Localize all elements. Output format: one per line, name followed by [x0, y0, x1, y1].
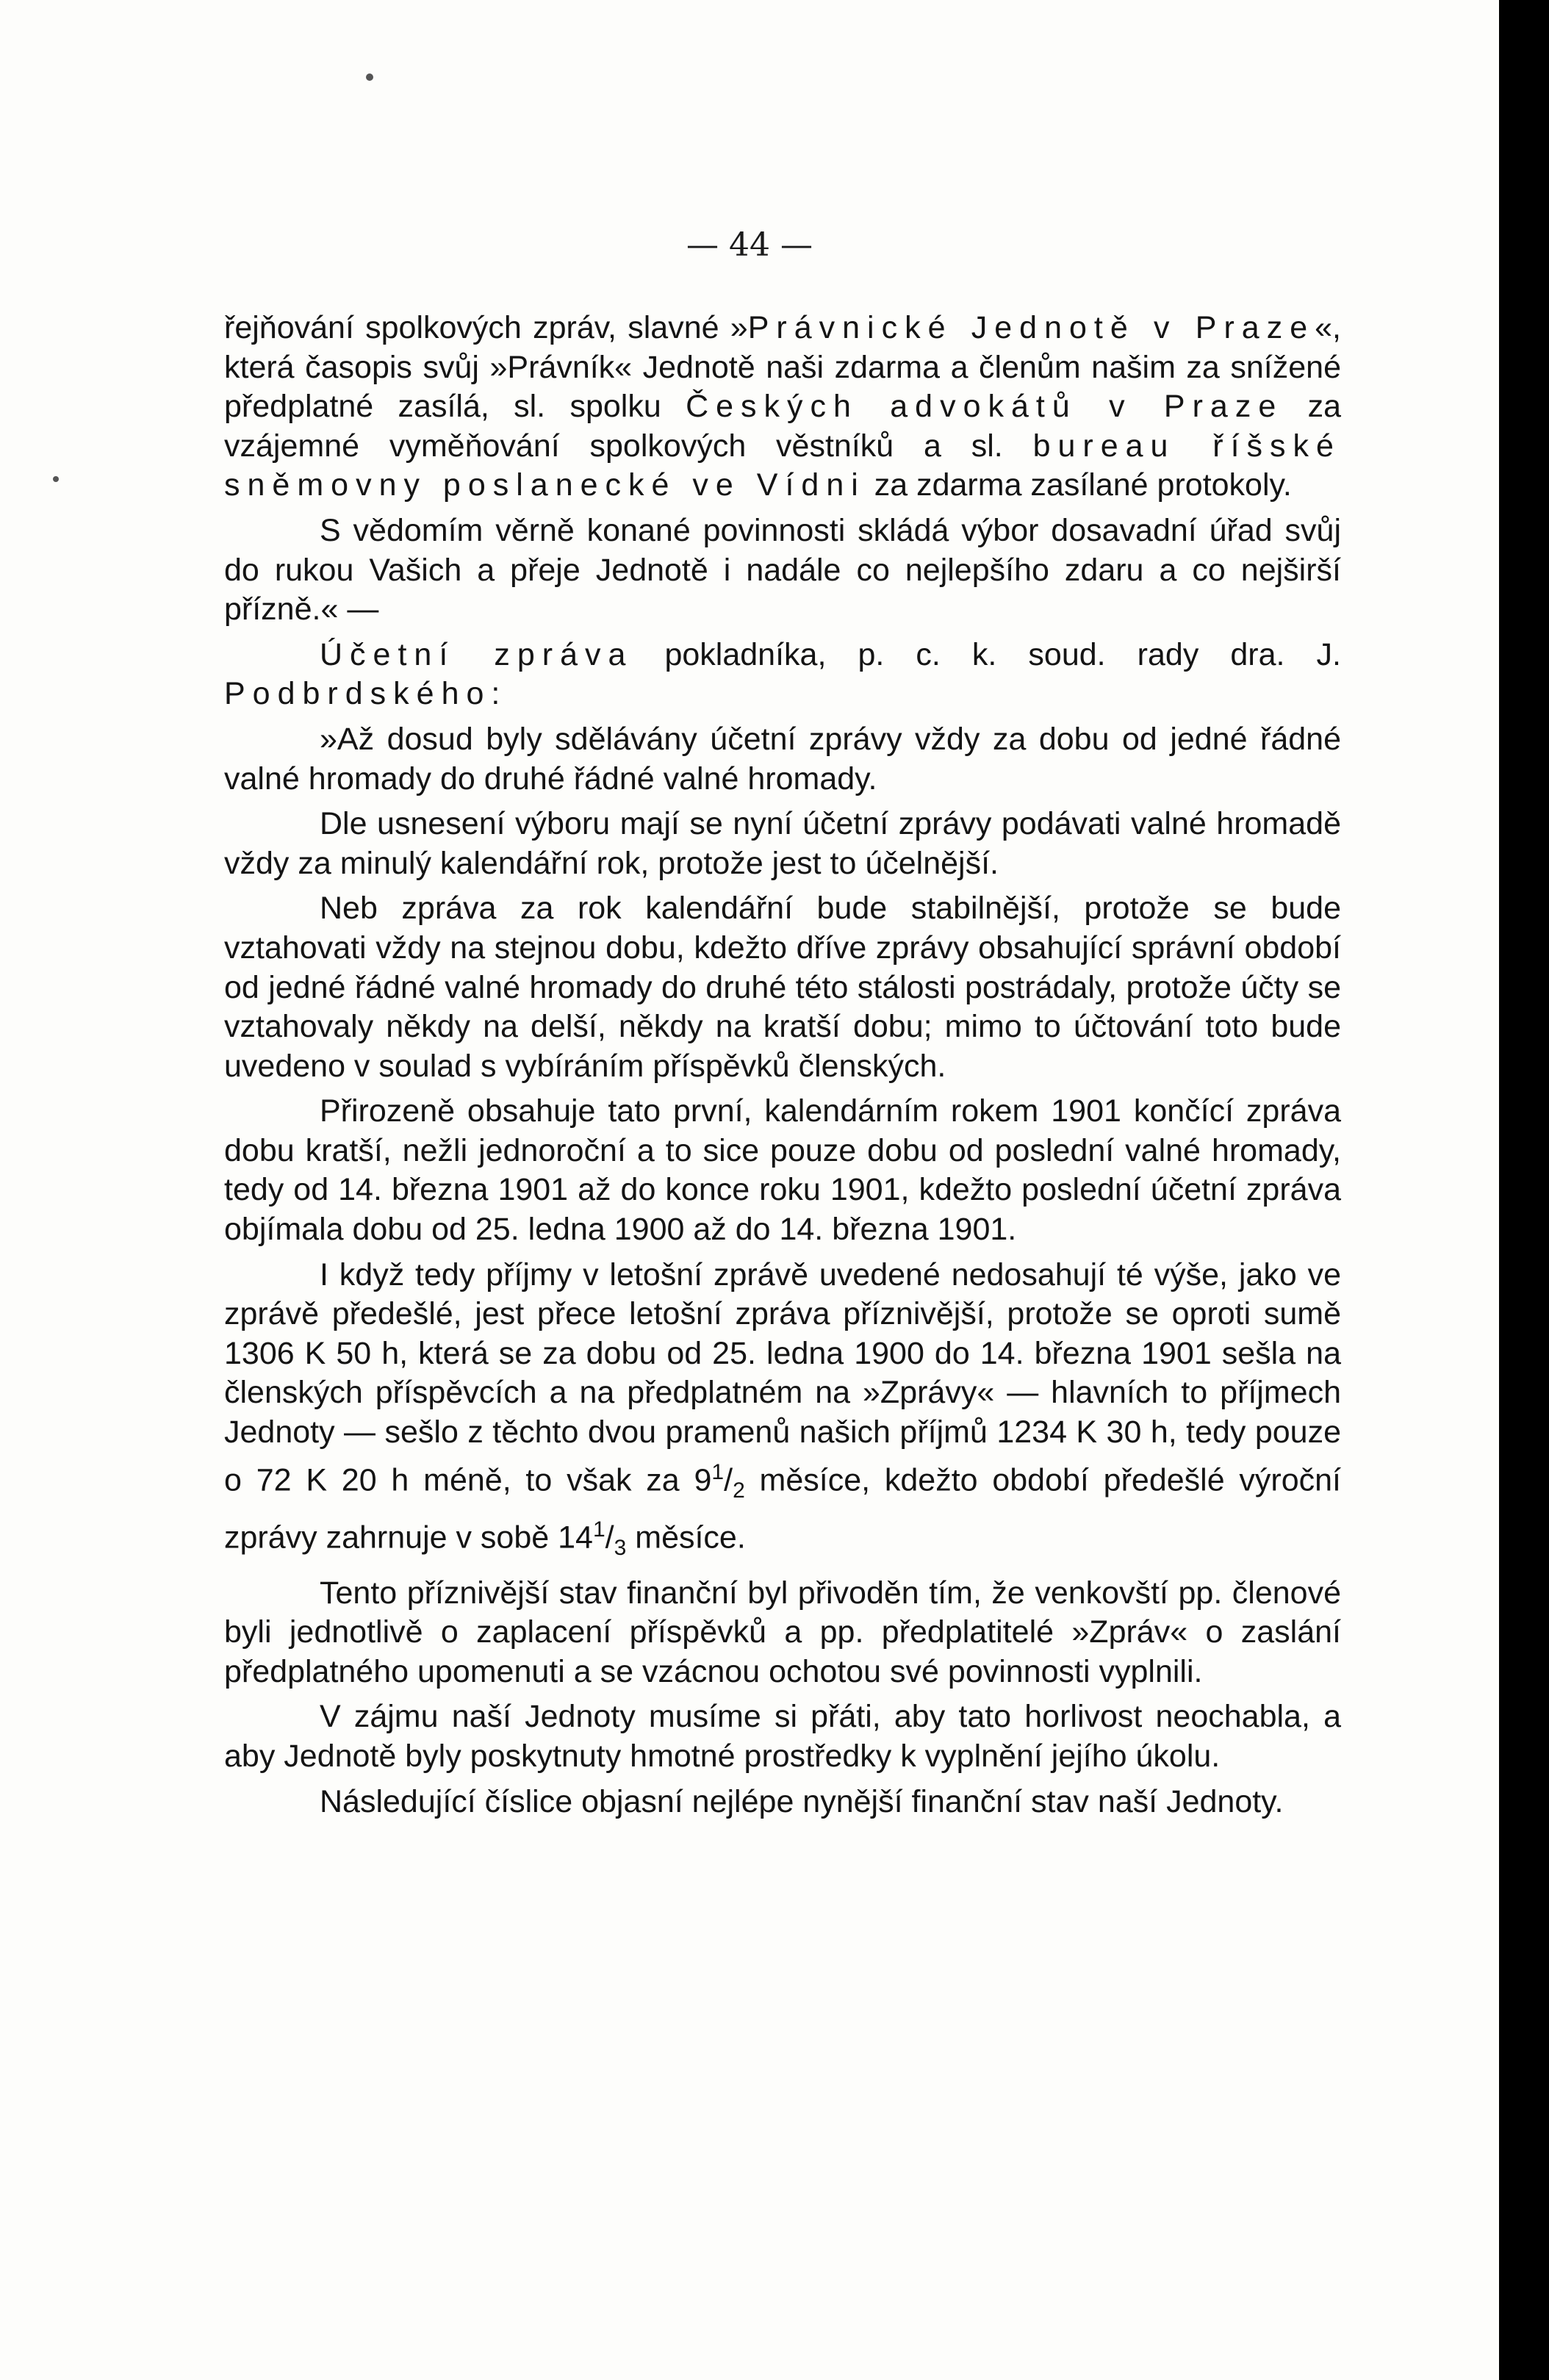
body-text: [224, 309, 1341, 1827]
emphasis: Právnické Jednotě v Praze: [747, 310, 1315, 345]
paragraph: V zájmu naší Jednoty musíme si přáti, aby tato horlivost neochabla, a aby Jednotě byly poskytnuty hmotné prostředky k vyplnění jejího úkolu.: [224, 1699, 1341, 1775]
emphasis: bureau říšské sněmovny poslanecké ve Vídni: [224, 428, 1341, 503]
paragraph: Neb zpráva za rok kalendářní bude stabilnější, protože se bude vztahovati vždy na stejnou dobu, kdežto dříve zprávy obsahující správní období od jedné řádné valné hromady do druhé této stálosti postrádaly, protože účty se vztahovaly někdy na delší, někdy na kratší dobu; mimo to účtování toto bude uvedeno v soulad s vybíráním příspěvků členských.: [224, 891, 1341, 1084]
emphasis: Českých advokátů v Praze: [686, 389, 1284, 425]
speck: [366, 73, 373, 81]
section-heading: Účetní zpráva pokladníka, p. c. k. soud. rady dra. J. Podbrdského:: [224, 636, 1341, 712]
paragraph: Následující číslice objasní nejlépe nynější finanční stav naší Jednoty.: [320, 1783, 1284, 1819]
speck: [53, 476, 59, 482]
paragraph: S vědomím věrně konané povinnosti skládá výbor dosavadní úřad svůj do rukou Vašich a přeje Jednotě i nadále co nejlepšího zdaru a co nejširší přízně.« —: [224, 512, 1341, 628]
paragraph: Dle usnesení výboru mají se nyní účetní zprávy podávati valné hromadě vždy za minulý kalendářní rok, protože jest to účelnější.: [224, 806, 1341, 881]
emphasis: Podbrdského:: [224, 676, 508, 712]
page-number: — 44 —: [686, 226, 813, 264]
emphasis: Účetní zpráva: [320, 636, 633, 672]
paragraph: I když tedy příjmy v letošní zprávě uvedené nedosahují té výše, jako ve zprávě předešlé, jest přece letošní zpráva příznivější, protože se oproti sumě 1306 K 50 h, která se za dobu od 25. ledna 1900 do 14. března 1901 sešla na členských příspěvcích a na předplatném na »Zprávy« — hlavních to příjmech Jednoty — sešlo z těchto dvou pramenů našich příjmů 1234 K 30 h, tedy pouze o 72 K 20 h méně, to však za $9^1/_2$ měsíce, kdežto období předešlé výroční zprávy zahrnuje v sobě $14^1/_3$ měsíce.: [224, 1256, 1342, 1561]
paragraph: Tento příznivější stav finanční byl přivoděn tím, že venkovští pp. členové byli jednotlivě o zaplacení příspěvků a pp. předplatitelé »Zpráv« o zaslání předplatného upomenuti a se vzácnou ochotou své povinnosti vyplnili.: [224, 1575, 1341, 1689]
paragraph: »Až dosud byly sdělávány účetní zprávy vždy za dobu od jedné řádné valné hromady do druhé řádné valné hromady.: [224, 721, 1341, 797]
paragraph: Přirozeně obsahuje tato první, kalendárním rokem 1901 končící zpráva dobu kratší, nežli jednoroční a to sice pouze dobu od poslední valné hromady, tedy od 14. března 1901 až do konce roku 1901, kdežto poslední účetní zpráva objímala dobu od 25. ledna 1900 až do 14. března 1901.: [224, 1093, 1341, 1248]
paragraph: řejňování spolkových zpráv, slavné »Právnické Jednotě v Praze«, která časopis svůj »Právník« Jednotě naši zdarma a členům našim za snížené předplatné zasílá, sl. spolku Českých advokátů v Praze za vzájemné vyměňování spolkových věstníků a sl. bureau říšské sněmovny poslanecké ve Vídni za zdarma zasílané protokoly.: [224, 310, 1341, 503]
